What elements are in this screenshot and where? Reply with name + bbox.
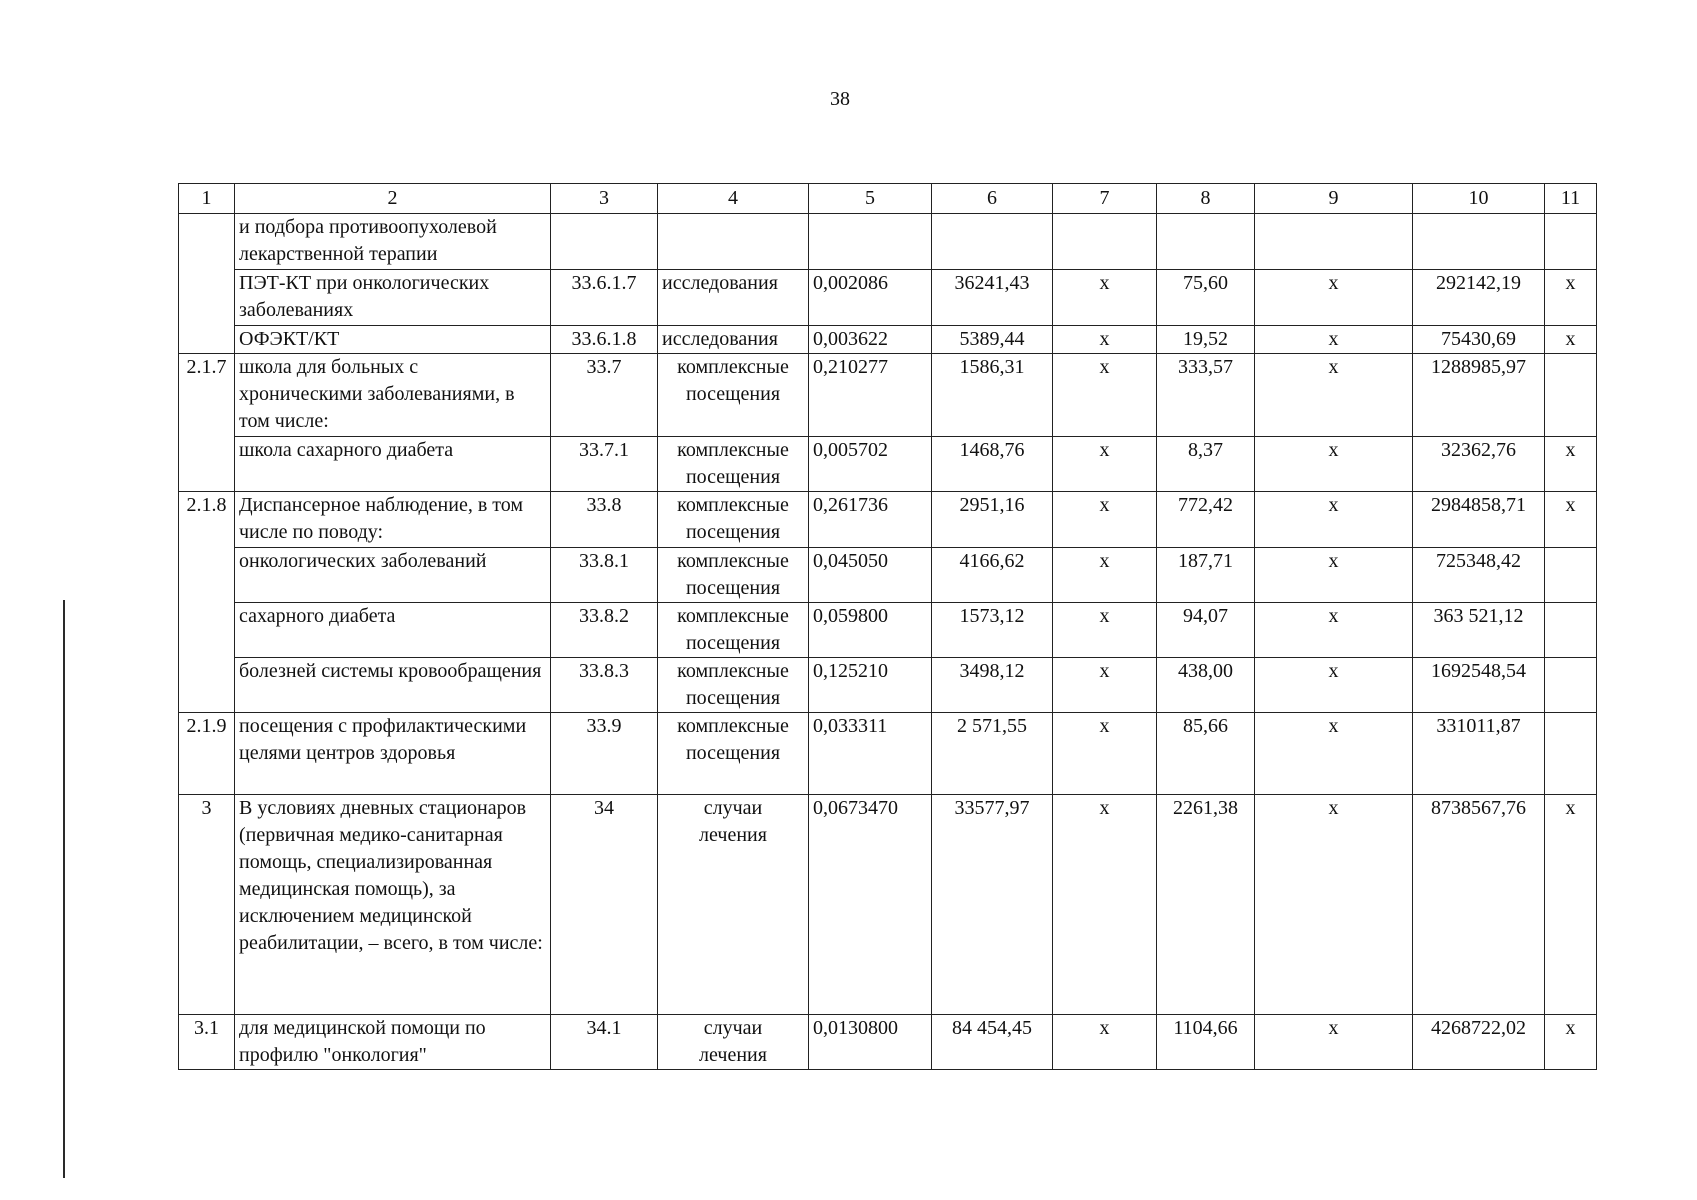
- row-value-10: 4268722,02: [1413, 1015, 1545, 1070]
- row-value-9: х: [1255, 1015, 1413, 1070]
- row-name: и подбора противоопухолевой лекарственной терапии: [235, 214, 551, 270]
- row-value-8: 333,57: [1157, 354, 1255, 437]
- row-value-11: [1545, 713, 1597, 795]
- row-value-6: 4166,62: [932, 548, 1053, 603]
- row-code: 34.1: [551, 1015, 658, 1070]
- row-number: [179, 214, 235, 270]
- row-value-7: х: [1053, 326, 1157, 354]
- row-value-10: 1692548,54: [1413, 658, 1545, 713]
- row-value-11: [1545, 603, 1597, 658]
- row-code: [551, 214, 658, 270]
- row-value-10: 292142,19: [1413, 270, 1545, 326]
- row-unit: исследования: [658, 326, 809, 354]
- table-row: [179, 795, 1597, 1015]
- table-row: [179, 1015, 1597, 1070]
- row-code: 33.8.3: [551, 658, 658, 713]
- row-value-7: х: [1053, 354, 1157, 437]
- row-value-7: х: [1053, 658, 1157, 713]
- row-value-11: [1545, 548, 1597, 603]
- row-value-10: 32362,76: [1413, 437, 1545, 492]
- row-unit: комплексные посещения: [658, 437, 809, 492]
- row-value-8: 19,52: [1157, 326, 1255, 354]
- row-code: 33.6.1.7: [551, 270, 658, 326]
- row-number: 2.1.7: [179, 354, 235, 437]
- row-value-6: 1573,12: [932, 603, 1053, 658]
- row-value-9: х: [1255, 795, 1413, 1015]
- row-value-11: х: [1545, 1015, 1597, 1070]
- row-unit: случаи лечения: [658, 1015, 809, 1070]
- row-value-7: х: [1053, 795, 1157, 1015]
- row-code: 33.8: [551, 492, 658, 548]
- row-value-7: [1053, 214, 1157, 270]
- row-value-8: 772,42: [1157, 492, 1255, 548]
- row-name: сахарного диабета: [235, 603, 551, 658]
- row-value-8: 1104,66: [1157, 1015, 1255, 1070]
- row-value-6: 2951,16: [932, 492, 1053, 548]
- row-value-11: х: [1545, 270, 1597, 326]
- row-value-5: 0,033311: [809, 713, 932, 795]
- row-value-5: 0,125210: [809, 658, 932, 713]
- row-value-9: х: [1255, 658, 1413, 713]
- row-number: [179, 326, 235, 354]
- column-header-1: 1: [179, 184, 235, 214]
- row-number: 3: [179, 795, 235, 1015]
- row-name: В условиях дневных стационаров (первичная медико-санитарная помощь, специализированная медицинская помощь), за исключением медицинской реабилитации, – всего, в том числе:: [235, 795, 551, 1015]
- row-value-9: х: [1255, 603, 1413, 658]
- row-value-5: 0,210277: [809, 354, 932, 437]
- row-value-11: [1545, 354, 1597, 437]
- row-value-9: х: [1255, 492, 1413, 548]
- column-header-4: 4: [658, 184, 809, 214]
- row-value-11: [1545, 214, 1597, 270]
- row-unit: комплексные посещения: [658, 713, 809, 795]
- row-number: [179, 548, 235, 603]
- row-name: болезней системы кровообращения: [235, 658, 551, 713]
- row-number: 2.1.8: [179, 492, 235, 548]
- row-value-5: 0,0130800: [809, 1015, 932, 1070]
- row-name: школа сахарного диабета: [235, 437, 551, 492]
- row-value-10: 75430,69: [1413, 326, 1545, 354]
- row-value-7: х: [1053, 270, 1157, 326]
- row-name: для медицинской помощи по профилю "онкология": [235, 1015, 551, 1070]
- row-value-10: 1288985,97: [1413, 354, 1545, 437]
- column-header-2: 2: [235, 184, 551, 214]
- row-name: онкологических заболеваний: [235, 548, 551, 603]
- row-value-8: 2261,38: [1157, 795, 1255, 1015]
- row-code: 33.9: [551, 713, 658, 795]
- row-name: Диспансерное наблюдение, в том числе по поводу:: [235, 492, 551, 548]
- row-value-9: х: [1255, 437, 1413, 492]
- row-name: ПЭТ-КТ при онкологических заболеваниях: [235, 270, 551, 326]
- column-header-5: 5: [809, 184, 932, 214]
- table-row: [179, 354, 1597, 437]
- row-value-8: 85,66: [1157, 713, 1255, 795]
- row-value-8: 94,07: [1157, 603, 1255, 658]
- row-number: [179, 270, 235, 326]
- row-value-8: [1157, 214, 1255, 270]
- row-number: [179, 437, 235, 492]
- row-value-9: х: [1255, 354, 1413, 437]
- table-row: [179, 713, 1597, 795]
- row-value-5: 0,045050: [809, 548, 932, 603]
- row-code: 33.8.1: [551, 548, 658, 603]
- row-value-6: 36241,43: [932, 270, 1053, 326]
- row-code: 33.6.1.8: [551, 326, 658, 354]
- row-value-6: 3498,12: [932, 658, 1053, 713]
- row-value-6: 1586,31: [932, 354, 1053, 437]
- row-value-10: [1413, 214, 1545, 270]
- row-value-11: х: [1545, 795, 1597, 1015]
- row-value-8: 187,71: [1157, 548, 1255, 603]
- row-value-6: 84 454,45: [932, 1015, 1053, 1070]
- column-header-3: 3: [551, 184, 658, 214]
- row-number: [179, 603, 235, 658]
- row-value-6: 33577,97: [932, 795, 1053, 1015]
- row-value-5: 0,003622: [809, 326, 932, 354]
- row-number: [179, 658, 235, 713]
- row-value-10: 725348,42: [1413, 548, 1545, 603]
- table-row: [179, 270, 1597, 326]
- row-value-7: х: [1053, 437, 1157, 492]
- row-unit: комплексные посещения: [658, 548, 809, 603]
- row-unit: [658, 214, 809, 270]
- row-unit: случаи лечения: [658, 795, 809, 1015]
- row-value-9: х: [1255, 326, 1413, 354]
- column-header-7: 7: [1053, 184, 1157, 214]
- row-code: 33.8.2: [551, 603, 658, 658]
- row-name: ОФЭКТ/КТ: [235, 326, 551, 354]
- column-header-8: 8: [1157, 184, 1255, 214]
- column-header-11: 11: [1545, 184, 1597, 214]
- table-row: [179, 437, 1597, 492]
- row-unit: комплексные посещения: [658, 658, 809, 713]
- table-row: [179, 326, 1597, 354]
- row-value-7: х: [1053, 603, 1157, 658]
- table-row: [179, 548, 1597, 603]
- row-value-9: х: [1255, 548, 1413, 603]
- row-value-5: 0,261736: [809, 492, 932, 548]
- row-value-8: 8,37: [1157, 437, 1255, 492]
- row-value-7: х: [1053, 1015, 1157, 1070]
- row-value-7: х: [1053, 548, 1157, 603]
- row-value-10: 363 521,12: [1413, 603, 1545, 658]
- row-value-7: х: [1053, 492, 1157, 548]
- row-value-5: [809, 214, 932, 270]
- header-row: [179, 184, 1597, 214]
- row-unit: комплексные посещения: [658, 603, 809, 658]
- table-row: [179, 658, 1597, 713]
- row-unit: комплексные посещения: [658, 492, 809, 548]
- data-table: [178, 183, 1597, 1070]
- row-value-8: 438,00: [1157, 658, 1255, 713]
- row-name: посещения с профилактическими целями центров здоровья: [235, 713, 551, 795]
- row-code: 34: [551, 795, 658, 1015]
- row-value-6: [932, 214, 1053, 270]
- row-value-6: 5389,44: [932, 326, 1053, 354]
- row-value-11: х: [1545, 492, 1597, 548]
- column-header-10: 10: [1413, 184, 1545, 214]
- row-value-10: 331011,87: [1413, 713, 1545, 795]
- row-number: 2.1.9: [179, 713, 235, 795]
- row-value-11: х: [1545, 437, 1597, 492]
- row-unit: комплексные посещения: [658, 354, 809, 437]
- row-value-9: х: [1255, 270, 1413, 326]
- column-header-6: 6: [932, 184, 1053, 214]
- row-value-6: 1468,76: [932, 437, 1053, 492]
- row-unit: исследования: [658, 270, 809, 326]
- row-value-11: х: [1545, 326, 1597, 354]
- row-code: 33.7: [551, 354, 658, 437]
- row-value-7: х: [1053, 713, 1157, 795]
- column-header-9: 9: [1255, 184, 1413, 214]
- row-number: 3.1: [179, 1015, 235, 1070]
- row-value-5: 0,0673470: [809, 795, 932, 1015]
- table-row: [179, 603, 1597, 658]
- row-name: школа для больных с хроническими заболеваниями, в том числе:: [235, 354, 551, 437]
- row-value-8: 75,60: [1157, 270, 1255, 326]
- margin-line: [63, 600, 65, 1178]
- row-value-11: [1545, 658, 1597, 713]
- page-number: 38: [830, 88, 850, 110]
- row-value-5: 0,002086: [809, 270, 932, 326]
- row-value-9: х: [1255, 713, 1413, 795]
- row-value-9: [1255, 214, 1413, 270]
- row-value-6: 2 571,55: [932, 713, 1053, 795]
- row-value-10: 8738567,76: [1413, 795, 1545, 1015]
- table-row: [179, 214, 1597, 270]
- row-code: 33.7.1: [551, 437, 658, 492]
- row-value-10: 2984858,71: [1413, 492, 1545, 548]
- table-row: [179, 492, 1597, 548]
- row-value-5: 0,059800: [809, 603, 932, 658]
- row-value-5: 0,005702: [809, 437, 932, 492]
